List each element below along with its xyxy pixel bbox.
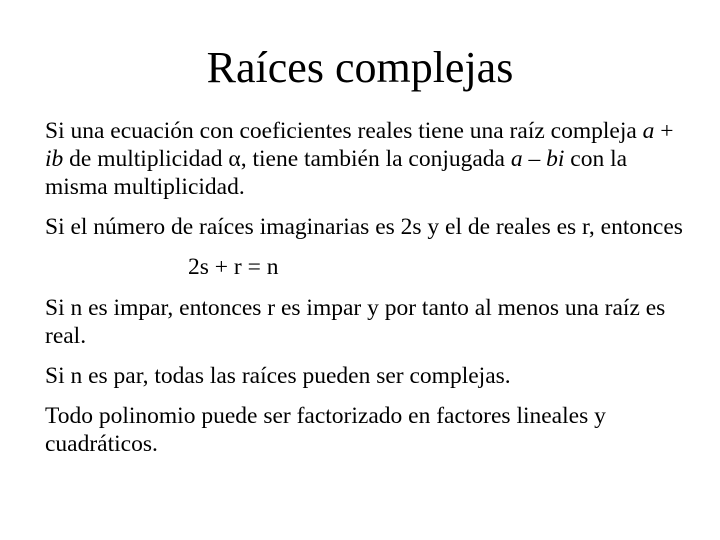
- paragraph-even-degree: Si n es par, todas las raíces pueden ser complejas.: [45, 363, 511, 389]
- text-segment: con la misma multiplicidad.: [45, 146, 628, 200]
- paragraph-odd-degree: Si n es impar, entonces r es impar y por tanto al menos una raíz es real.: [45, 295, 666, 349]
- paragraph-root-counts: Si el número de raíces imaginarias es 2s y el de reales es r, entonces: [45, 214, 683, 240]
- paragraph-complex-conjugate: [45, 117, 685, 201]
- math-variable-bi: bi: [546, 146, 565, 172]
- slide-body: [45, 117, 685, 470]
- math-variable-a: a: [510, 146, 523, 172]
- text-segment: Si una ecuación con coeficientes reales tiene una raíz compleja: [45, 118, 643, 144]
- equation: 2s + r = n: [188, 254, 279, 280]
- text-segment: de multiplicidad: [63, 146, 229, 172]
- math-variable-ib: ib: [45, 146, 64, 172]
- text-segment: –: [522, 146, 547, 172]
- math-symbol-alpha: α: [228, 146, 241, 172]
- slide-title: Raíces complejas: [206, 43, 514, 92]
- text-segment: +: [654, 118, 674, 144]
- text-segment: , tiene también la conjugada: [240, 146, 511, 172]
- math-variable-a: a: [642, 118, 655, 144]
- paragraph-factorization: Todo polinomio puede ser factorizado en factores lineales y cuadráticos.: [45, 403, 606, 457]
